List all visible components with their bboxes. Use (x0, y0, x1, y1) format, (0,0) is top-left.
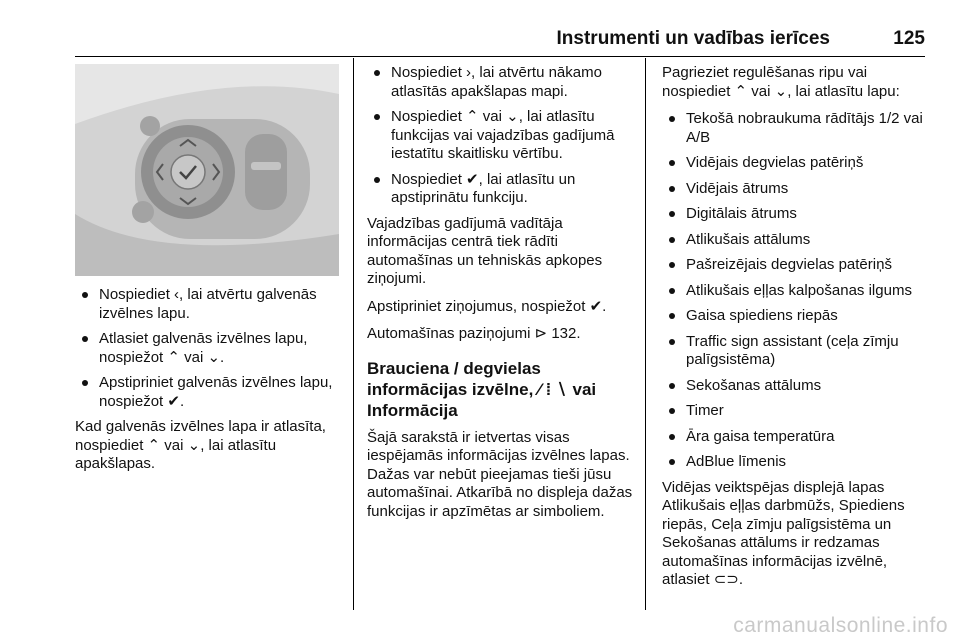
column-2 (367, 64, 635, 530)
column-3 (662, 64, 934, 599)
section-subheading: Brauciena / degvielas informācijas izvēlne, ⁄ ⁞ ∖ vai Informācija (367, 358, 597, 420)
list-item: Vidējais degvielas patēriņš (662, 154, 934, 173)
steering-wheel-controls-image (75, 64, 339, 276)
list-item: Apstipriniet galvenās izvēlnes lapu, nospiežot ✔. (75, 374, 341, 411)
watermark: carmanualsonline.info (733, 614, 948, 637)
list-item: Atlikušais eļļas kalpošanas ilgums (662, 282, 934, 301)
list-item: Traffic sign assistant (ceļa zīmju palīgsistēma) (662, 333, 934, 370)
column-divider-2 (645, 58, 646, 610)
list-item: Atlasiet galvenās izvēlnes lapu, nospiežot ⌃ vai ⌄. (75, 330, 341, 367)
col3-paragraph: Vidējas veiktspējas displejā lapas Atlikušais eļļas darbmūžs, Spiediens riepās, Ceļa zīmju palīgsistēma un Sekošanas attālums ir redzamas automašīnas informācijas izvēlnē, atlasiet ⊂⊃. (662, 478, 905, 588)
col1-paragraph: Kad galvenās izvēlnes lapa ir atlasīta, nospiediet ⌃ vai ⌄, lai atlasītu apakšlapas. (75, 418, 326, 472)
list-item: Nospiediet ✔, lai atlasītu un apstiprinātu funkciju. (367, 171, 635, 208)
list-item: Timer (662, 402, 934, 421)
list-item: Tekošā nobraukuma rādītājs 1/2 vai A/B (662, 110, 934, 147)
page-header (75, 28, 925, 54)
list-item: Āra gaisa temperatūra (662, 428, 934, 447)
header-rule (75, 56, 925, 57)
list-item: Nospiediet ‹, lai atvērtu galvenās izvēlnes lapu. (75, 286, 341, 323)
page-number: 125 (893, 28, 925, 49)
list-item: Nospiediet ⌃ vai ⌄, lai atlasītu funkcijas vai vajadzības gadījumā iestatītu skaitlisku vērtību. (367, 108, 635, 164)
col2-cross-reference: Automašīnas paziņojumi ⊳ 132. (367, 325, 581, 342)
column-1 (75, 64, 341, 483)
list-item: Gaisa spiediens riepās (662, 307, 934, 326)
col3-bullet-list (662, 110, 934, 472)
col2-paragraph-4: Šajā sarakstā ir ietvertas visas iespējamās informācijas izvēlnes lapas. Dažas var nebūt pieejamas tieši jūsu automašīnai. Atkarībā no displeja dažas funkcijas ir apzīmētas ar simboliem. (367, 428, 633, 520)
column-divider-1 (353, 58, 354, 610)
list-item: Vidējais ātrums (662, 180, 934, 199)
col2-paragraph-1: Vajadzības gadījumā vadītāja informācijas centrā tiek rādīti automašīnas un tehniskās apkopes ziņojumi. (367, 214, 603, 287)
list-item: Nospiediet ›, lai atvērtu nākamo atlasītās apakšlapas mapi. (367, 64, 635, 101)
list-item: AdBlue līmenis (662, 453, 934, 472)
col1-bullet-list (75, 286, 341, 411)
page-title: Instrumenti un vadības ierīces (556, 28, 830, 49)
col3-intro: Pagrieziet regulēšanas ripu vai nospiediet ⌃ vai ⌄, lai atlasītu lapu: (662, 64, 900, 100)
list-item: Atlikušais attālums (662, 231, 934, 250)
col2-paragraph-2: Apstipriniet ziņojumus, nospiežot ✔. (367, 297, 607, 315)
list-item: Sekošanas attālums (662, 377, 934, 396)
list-item: Pašreizējais degvielas patēriņš (662, 256, 934, 275)
col2-bullet-list (367, 64, 635, 208)
list-item: Digitālais ātrums (662, 205, 934, 224)
